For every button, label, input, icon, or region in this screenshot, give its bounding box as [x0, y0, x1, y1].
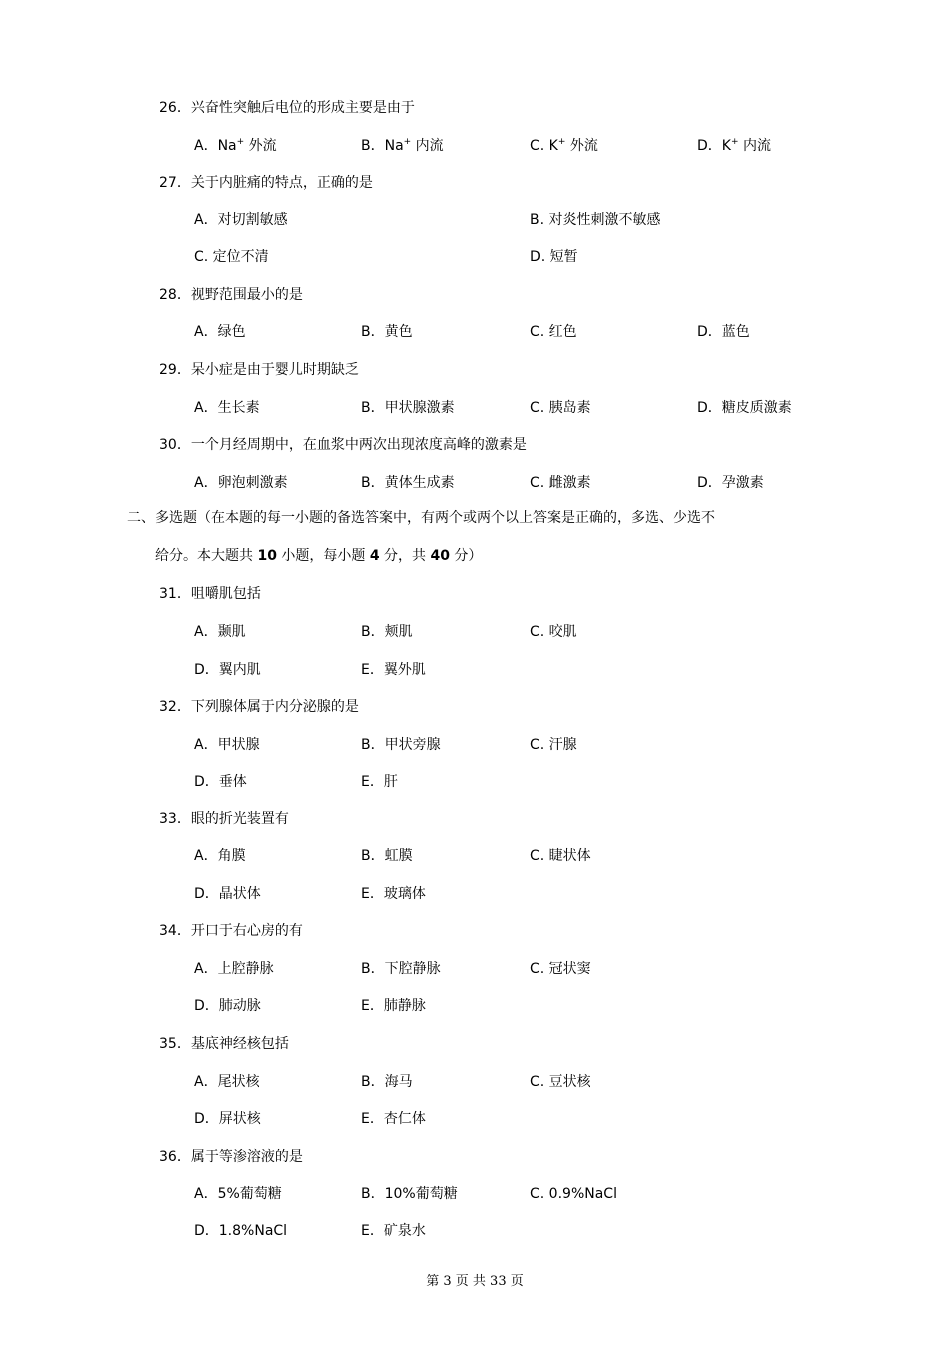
q27-option-a: A．对切割敏感: [194, 212, 288, 228]
question-35-stem: 35．基底神经核包括: [159, 1036, 289, 1052]
q35-option-c: C. 豆状核: [530, 1074, 591, 1090]
q36-option-b: B．10%葡萄糖: [361, 1186, 458, 1202]
q31-option-e: E．翼外肌: [361, 662, 426, 678]
question-28-stem: 28．视野范围最小的是: [159, 287, 303, 303]
q28-option-b: B．黄色: [361, 324, 413, 340]
q30-option-c: C. 雌激素: [530, 475, 591, 491]
q32-option-e: E．肝: [361, 774, 398, 790]
q31-option-b: B．颊肌: [361, 624, 413, 640]
page-number-footer: 第 3 页 共 33 页: [426, 1274, 524, 1289]
question-29-stem: 29．呆小症是由于婴儿时期缺乏: [159, 362, 359, 378]
question-32-stem: 32．下列腺体属于内分泌腺的是: [159, 699, 359, 715]
q34-option-a: A．上腔静脉: [194, 961, 274, 977]
question-36-stem: 36．属于等渗溶液的是: [159, 1149, 303, 1165]
q34-option-c: C. 冠状窦: [530, 961, 591, 977]
q26-option-c: C. K+ 外流: [530, 137, 598, 154]
q31-option-a: A．颞肌: [194, 624, 246, 640]
q27-option-c: C. 定位不清: [194, 249, 269, 265]
q29-option-a: A．生长素: [194, 400, 260, 416]
q26-option-d: D．K+ 内流: [697, 137, 771, 154]
section-2-instructions: 给分。本大题共 10 小题，每小题 4 分，共 40 分）: [155, 548, 483, 564]
q30-option-a: A．卵泡刺激素: [194, 475, 288, 491]
q31-option-c: C. 咬肌: [530, 624, 577, 640]
q29-option-d: D．糖皮质激素: [697, 400, 792, 416]
q32-option-a: A．甲状腺: [194, 737, 260, 753]
q35-option-d: D．屏状核: [194, 1111, 261, 1127]
section-2-heading: 二、多选题（在本题的每一小题的备选答案中，有两个或两个以上答案是正确的，多选、少选不: [127, 510, 715, 526]
question-33-stem: 33．眼的折光装置有: [159, 811, 289, 827]
q33-option-c: C. 睫状体: [530, 848, 591, 864]
q32-option-d: D．垂体: [194, 774, 247, 790]
q34-option-d: D．肺动脉: [194, 998, 261, 1014]
q33-option-b: B．虹膜: [361, 848, 413, 864]
q28-option-d: D．蓝色: [697, 324, 750, 340]
q35-option-b: B．海马: [361, 1074, 413, 1090]
q35-option-a: A．尾状核: [194, 1074, 260, 1090]
question-26-stem: 26．兴奋性突触后电位的形成主要是由于: [159, 100, 415, 116]
q36-option-e: E．矿泉水: [361, 1223, 426, 1239]
q33-option-d: D．晶状体: [194, 886, 261, 902]
q36-option-d: D．1.8%NaCl: [194, 1223, 288, 1239]
q28-option-a: A．绿色: [194, 324, 246, 340]
q29-option-c: C. 胰岛素: [530, 400, 591, 416]
q31-option-d: D．翼内肌: [194, 662, 261, 678]
q27-option-b: B. 对炎性刺激不敏感: [530, 212, 661, 228]
question-27-stem: 27．关于内脏痛的特点，正确的是: [159, 175, 373, 191]
q26-option-b: B．Na+ 内流: [361, 137, 444, 154]
q36-option-c: C. 0.9%NaCl: [530, 1186, 617, 1202]
question-31-stem: 31．咀嚼肌包括: [159, 586, 261, 602]
q34-option-e: E．肺静脉: [361, 998, 426, 1014]
q35-option-e: E．杏仁体: [361, 1111, 426, 1127]
q34-option-b: B．下腔静脉: [361, 961, 441, 977]
q28-option-c: C. 红色: [530, 324, 577, 340]
q33-option-a: A．角膜: [194, 848, 246, 864]
q27-option-d: D. 短暂: [530, 249, 578, 265]
q33-option-e: E．玻璃体: [361, 886, 426, 902]
q30-option-b: B．黄体生成素: [361, 475, 455, 491]
question-34-stem: 34．开口于右心房的有: [159, 923, 303, 939]
q32-option-c: C. 汗腺: [530, 737, 577, 753]
q36-option-a: A．5%葡萄糖: [194, 1186, 282, 1202]
q26-option-a: A．Na+ 外流: [194, 137, 277, 154]
question-30-stem: 30．一个月经周期中，在血浆中两次出现浓度高峰的激素是: [159, 437, 527, 453]
q29-option-b: B．甲状腺激素: [361, 400, 455, 416]
q32-option-b: B．甲状旁腺: [361, 737, 441, 753]
q30-option-d: D．孕激素: [697, 475, 764, 491]
